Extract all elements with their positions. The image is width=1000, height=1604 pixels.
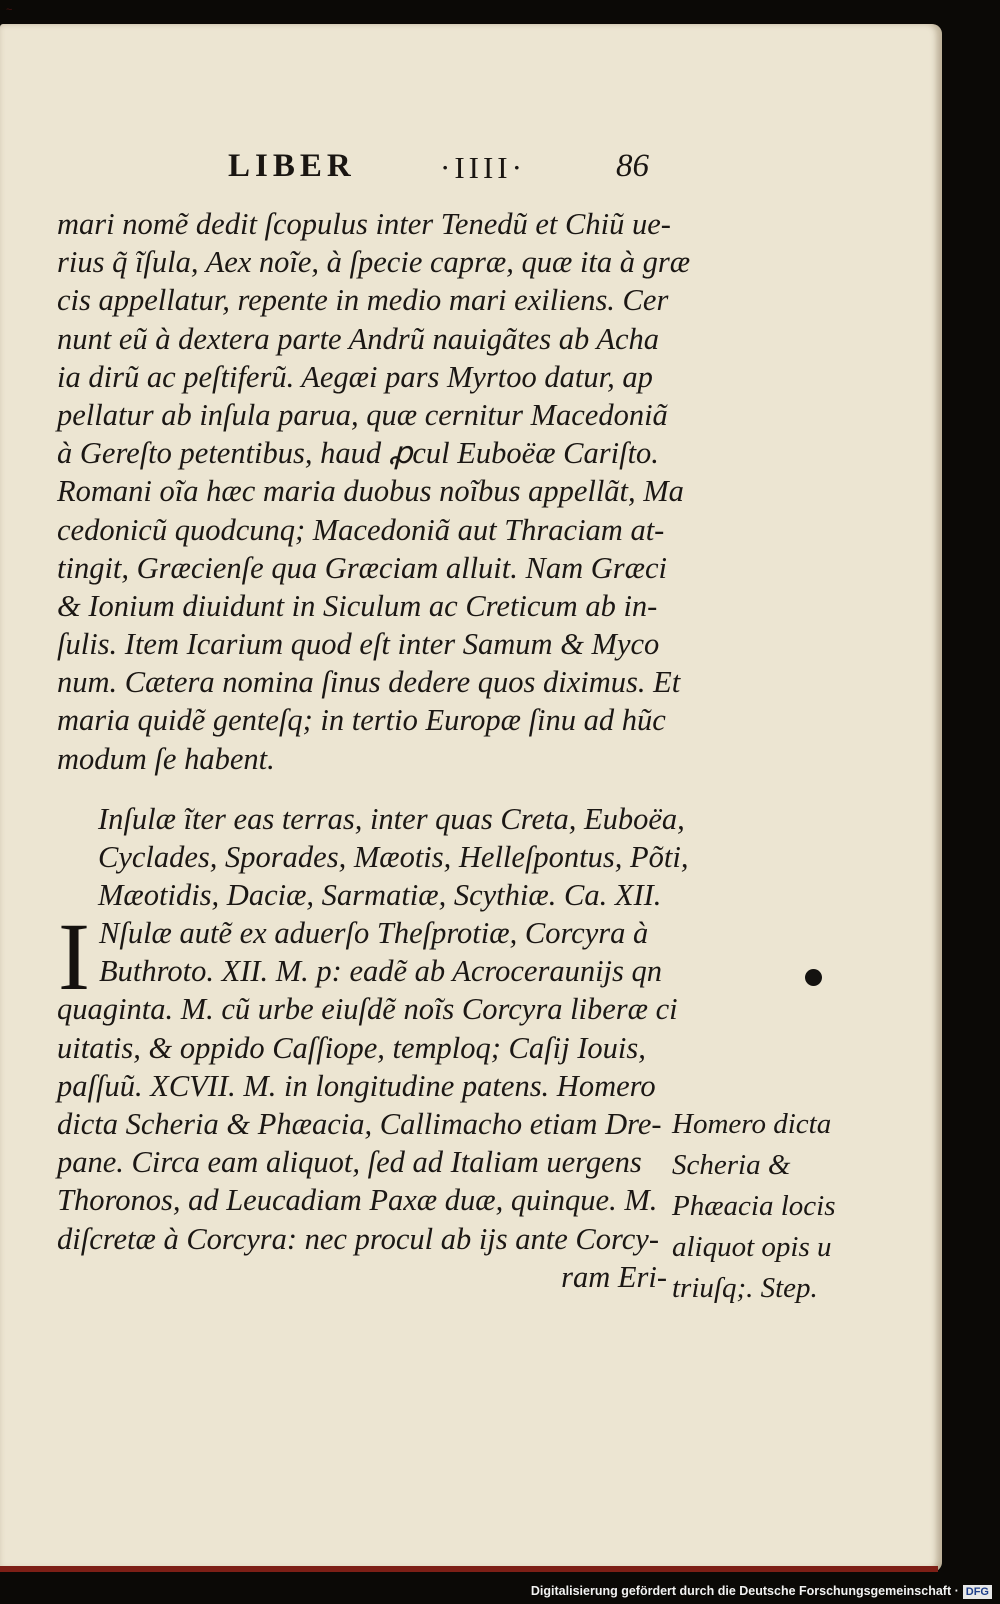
catchword-line: ram Eri- xyxy=(561,1259,667,1294)
text-line: quaginta. M. cũ urbe eiuſdẽ noĩs Corcyra liberæ ci xyxy=(57,992,678,1027)
ink-spot xyxy=(805,969,822,986)
text-line: paſſuũ. XCVII. M. in longitudine patens. Homero xyxy=(57,1068,656,1103)
marginal-note-line: Phæacia locis xyxy=(672,1190,836,1222)
marginal-note-line: Homero dicta xyxy=(672,1108,832,1140)
text-line: nunt eũ à dextera parte Andrũ nauigãtes ab Acha xyxy=(57,321,660,356)
text-line: cedonicũ quodcunq; Macedoniã aut Thraciam at- xyxy=(57,512,665,547)
text-line: uitatis, & oppido Caſſiope, temploq; Caſij Iouis, xyxy=(57,1030,646,1065)
heading-line: Mæotidis, Daciæ, Sarmatiæ, Scythiæ. Ca. XII. xyxy=(98,878,662,913)
text-line: Nſulæ autẽ ex aduerſo Theſprotiæ, Corcyra à xyxy=(99,916,649,950)
text-line: Buthroto. XII. M. p: eadẽ ab Acroceraunijs qn xyxy=(99,954,663,989)
corner-library-mark: ~ xyxy=(6,4,13,16)
book-number: ·IIII· xyxy=(440,150,526,185)
text-line: rius q̃ ĩſula, Aex noĩe, à ſpecie capræ, quæ ita à græ xyxy=(57,245,691,280)
text-line: mari nomẽ dedit ſcopulus inter Tenedũ et Chiũ ue- xyxy=(57,207,671,241)
text-line: pane. Circa eam aliquot, ſed ad Italiam uergens xyxy=(57,1145,642,1180)
text-line: dicta Scheria & Phæacia, Callimacho etiam Dre- xyxy=(57,1106,662,1141)
marginal-note xyxy=(672,1104,842,1309)
heading-line: Cyclades, Sporades, Mæotis, Helleſpontus, Põti, xyxy=(98,840,689,875)
text-line: ſulis. Item Icarium quod eſt inter Samum & Myco xyxy=(57,627,660,662)
heading-line: Inſulæ ĩter eas terras, inter quas Creta, Euboëa, xyxy=(98,802,685,836)
text-line: tingit, Græcienſe qua Græciam alluit. Nam Græci xyxy=(57,550,667,585)
marginal-note-line: triuſq;. Step. xyxy=(672,1272,818,1304)
digitization-credit xyxy=(0,1580,992,1602)
text-line: modum ſe habent. xyxy=(57,741,275,776)
credit-text: Digitalisierung gefördert durch die Deutsche Forschungsgemeinschaft · xyxy=(530,1584,959,1598)
chapter-heading xyxy=(98,800,689,915)
text-line: à Gereſto petentibus, haud ꝓcul Euboëæ Cariſto. xyxy=(57,436,659,471)
drop-cap: I xyxy=(58,903,90,1010)
red-page-edge xyxy=(0,1566,938,1572)
paragraph-1 xyxy=(57,205,691,778)
text-line: Thoronos, ad Leucadiam Paxæ duæ, quinque. M. xyxy=(57,1183,658,1218)
text-line: & Ionium diuidunt in Siculum ac Creticum ab in- xyxy=(57,588,658,623)
text-line: Romani oĩa hæc maria duobus noĩbus appellãt, Ma xyxy=(57,474,684,509)
paragraph-2 xyxy=(57,903,678,1296)
running-header xyxy=(228,148,664,194)
page-number: 86 xyxy=(616,148,649,184)
text-line: pellatur ab inſula parua, quæ cernitur Macedoniã xyxy=(57,397,668,432)
running-title: LIBER xyxy=(228,148,356,184)
dfg-logo-icon: DFG xyxy=(963,1585,992,1599)
text-line: ia dirũ ac peſtiferũ. Aegæi pars Myrtoo datur, ap xyxy=(57,359,653,394)
text-line: num. Cætera nomina ſinus dedere quos diximus. Et xyxy=(57,665,681,700)
marginal-note-line: Scheria & xyxy=(672,1149,791,1181)
text-line: diſcretæ à Corcyra: nec procul ab ijs ante Corcy- xyxy=(57,1221,659,1256)
marginal-note-line: aliquot opis u xyxy=(672,1231,832,1263)
text-line: cis appellatur, repente in medio mari exiliens. Cer xyxy=(57,283,669,318)
text-line: maria quidẽ genteſq; in tertio Europæ ſinu ad hũc xyxy=(57,703,666,738)
